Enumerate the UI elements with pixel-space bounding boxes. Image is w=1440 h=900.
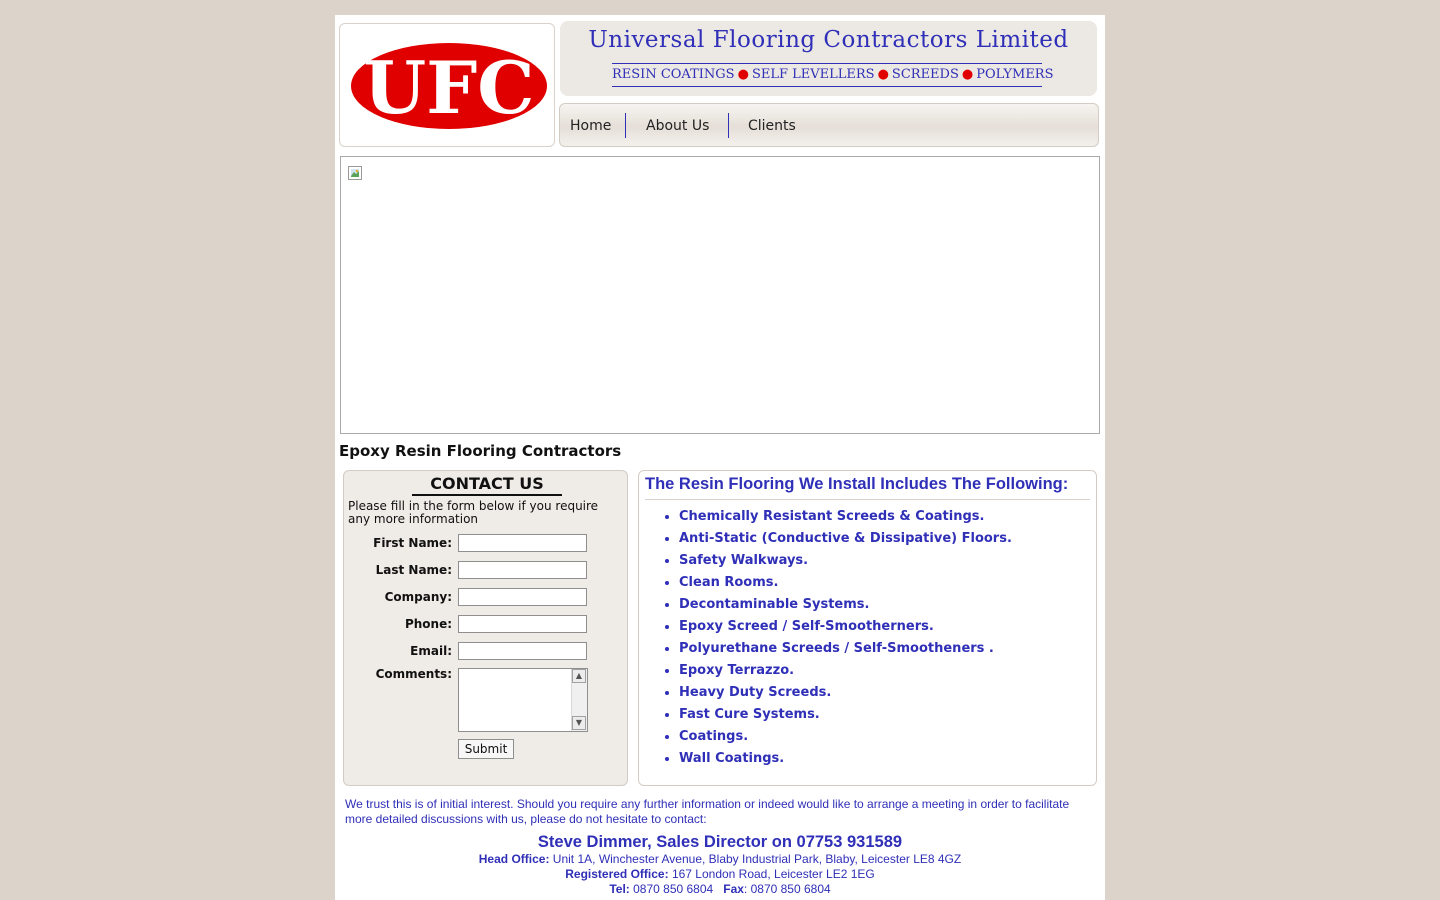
list-item: • Polyurethane Screeds / Self-Smootheners . [679,641,1012,663]
list-item: • Decontaminable Systems. [679,597,1012,619]
phone-field[interactable] [458,615,587,633]
list-item: • Chemically Resistant Screeds & Coatings. [679,509,1012,531]
list-item: • Anti-Static (Conductive & Dissipative) Floors. [679,531,1012,553]
contact-title: CONTACT US [412,474,562,496]
list-item: • Epoxy Screed / Self-Smootherners. [679,619,1012,641]
flooring-list [679,509,1012,773]
email-field[interactable] [458,642,587,660]
logo-box[interactable] [339,23,555,147]
tagline-item: SCREEDS [891,67,959,82]
flooring-list-title: The Resin Flooring We Install Includes The Following: [645,475,1090,500]
list-item: • Epoxy Terrazzo. [679,663,1012,685]
bullet-dot-icon: ● [961,67,974,82]
contact-intro: Please fill in the form below if you require any more information [348,499,599,526]
list-item: • Coatings. [679,729,1012,751]
tagline-item: POLYMERS [976,67,1054,82]
contact-form [343,470,628,786]
last-name-label: Last Name: [375,563,452,577]
list-item: • Fast Cure Systems. [679,707,1012,729]
company-label: Company: [384,590,452,604]
nav-separator [625,113,626,138]
tagline-item: SELF LEVELLERS [751,67,875,82]
registered-office-value: 167 London Road, Leicester LE2 1EG [671,867,875,881]
scroll-up-icon[interactable]: ▲ [572,669,586,683]
page-heading: Epoxy Resin Flooring Contractors [339,442,622,460]
banner-image-frame [340,156,1100,434]
flooring-list-panel [638,470,1097,786]
list-item: • Clean Rooms. [679,575,1012,597]
head-office-label: Head Office: [478,852,550,866]
page-container [335,15,1105,900]
tagline-item: RESIN COATINGS [612,67,735,82]
footer-intro: We trust this is of initial interest. Should you require any further information or indeed would like to arrange a meeting in order to facilitate more detailed discussions with us, please do not hesitate to contact: [345,797,1070,826]
comments-scrollbar[interactable] [571,669,587,731]
broken-image-icon [348,166,362,180]
ufc-logo [348,41,548,133]
nav-item-clients[interactable]: Clients [748,118,796,134]
title-box [560,21,1097,96]
nav-item-home[interactable]: Home [570,118,612,134]
phone-label: Phone: [404,617,452,631]
list-item: • Heavy Duty Screeds. [679,685,1012,707]
first-name-label: First Name: [373,536,452,550]
email-label: Email: [410,644,452,658]
fax-value: : 0870 850 6804 [743,882,831,896]
comments-label: Comments: [375,667,452,681]
comments-textarea[interactable] [458,668,588,732]
registered-office-label: Registered Office: [565,867,669,881]
nav-separator [728,113,729,138]
tel-value: 0870 850 6804 [633,882,714,896]
list-item: • Safety Walkways. [679,553,1012,575]
first-name-field[interactable] [458,534,587,552]
submit-button[interactable]: Submit [458,739,514,759]
tel-label: Tel: [609,882,630,896]
head-office-address [335,852,1105,866]
scroll-down-icon[interactable]: ▼ [572,716,586,730]
bullet-dot-icon: ● [877,67,889,82]
last-name-field[interactable] [458,561,587,579]
phone-fax-line [335,882,1105,896]
company-field[interactable] [458,588,587,606]
logo-text: UFC [363,45,535,130]
tagline [612,63,1054,87]
main-nav [559,103,1099,147]
company-name: Universal Flooring Contractors Limited [588,27,1069,53]
head-office-value: Unit 1A, Winchester Avenue, Blaby Industrial Park, Blaby, Leicester LE8 4GZ [552,852,962,866]
nav-item-about-us[interactable]: About Us [646,118,710,134]
bullet-dot-icon: ● [737,67,749,82]
registered-office-address [335,867,1105,881]
fax-label: Fax [723,882,744,896]
list-item: • Wall Coatings. [679,751,1012,773]
sales-contact: Steve Dimmer, Sales Director on 07753 931589 [537,833,903,851]
